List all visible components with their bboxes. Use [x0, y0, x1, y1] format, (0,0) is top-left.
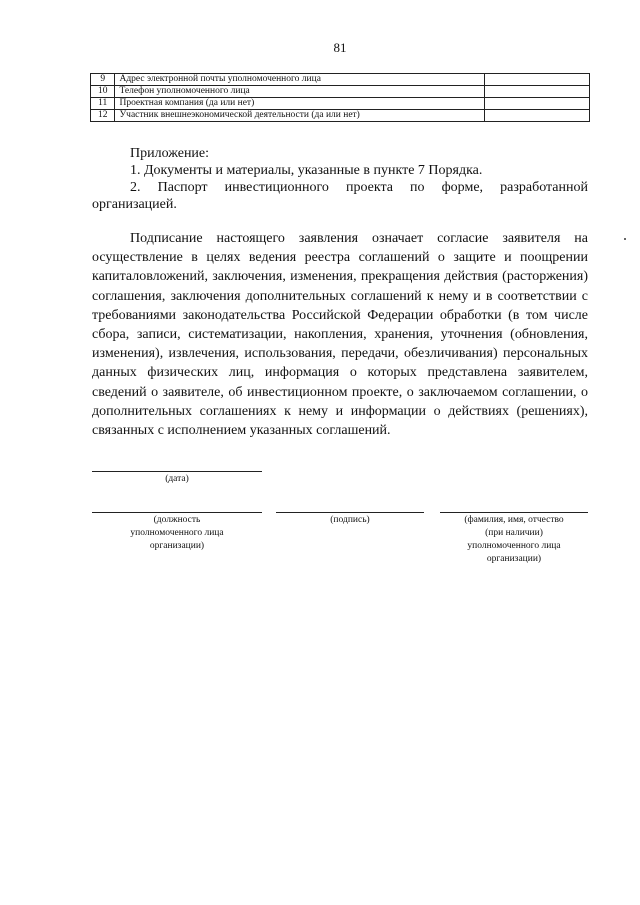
signature-line	[276, 512, 424, 513]
name-caption-line: уполномоченного лица	[467, 541, 561, 551]
table-row	[91, 74, 590, 86]
consent-paragraph: Подписание настоящего заявления означает согласие заявителя на осуществление в целях ведения реестра соглашений о защите и поощрении капиталовложений, заключения, изменения, прекращения действия (расторжения) соглашения, заключения дополнительных соглашений к нему и в соответствии с требованиями законодательства Российской Федерации обработки (в том числе сбора, записи, систематизации, накопления, хранения, уточнения (обновления, изменения), извлечения, использования, передачи, обезличивания) персональных данных физических лиц, информация о которых представлена заявителем, сведений о заявителе, об инвестиционном проекте, о заключаемом соглашении, о дополнительных соглашениях к нему и информации о действиях (решениях), связанных с исполнением указанных соглашений.	[92, 231, 588, 439]
appendix-heading: Приложение:	[130, 146, 210, 161]
row-number: 11	[91, 98, 115, 110]
name-caption-line: организации)	[486, 554, 542, 564]
appendix-section	[92, 145, 588, 213]
position-line	[92, 512, 262, 513]
name-caption-line: (при наличии)	[485, 528, 543, 538]
scan-mark	[624, 238, 626, 240]
position-caption-line: уполномоченного лица	[130, 528, 224, 538]
row-value	[484, 86, 589, 98]
signature-caption: (подпись)	[330, 515, 370, 525]
name-caption	[434, 514, 594, 566]
date-line	[92, 471, 262, 472]
row-number: 10	[91, 86, 115, 98]
position-caption-line: организации)	[149, 541, 205, 551]
appendix-item-2-line-2: организацией.	[92, 197, 177, 212]
row-number: 12	[91, 110, 115, 122]
name-caption-line: (фамилия, имя, отчество	[464, 515, 564, 525]
row-label: Участник внешнеэкономической деятельности (да или нет)	[115, 110, 484, 122]
date-caption: (дата)	[165, 474, 189, 484]
row-value	[484, 110, 589, 122]
position-caption	[92, 514, 262, 553]
appendix-item-1: 1. Документы и материалы, указанные в пункте 7 Порядка.	[130, 163, 483, 178]
fields-table	[90, 73, 590, 122]
page-number: 81	[333, 40, 347, 55]
row-value	[484, 74, 589, 86]
table-row	[91, 110, 590, 122]
row-number: 9	[91, 74, 115, 86]
row-label: Телефон уполномоченного лица	[115, 86, 484, 98]
appendix-item-2-line-1: 2. Паспорт инвестиционного проекта по форме, разработанной	[130, 180, 588, 195]
name-line	[440, 512, 588, 513]
row-label: Проектная компания (да или нет)	[115, 98, 484, 110]
row-label: Адрес электронной почты уполномоченного лица	[115, 74, 484, 86]
table-row	[91, 86, 590, 98]
position-caption-line: (должность	[153, 515, 201, 525]
table-row	[91, 98, 590, 110]
row-value	[484, 98, 589, 110]
